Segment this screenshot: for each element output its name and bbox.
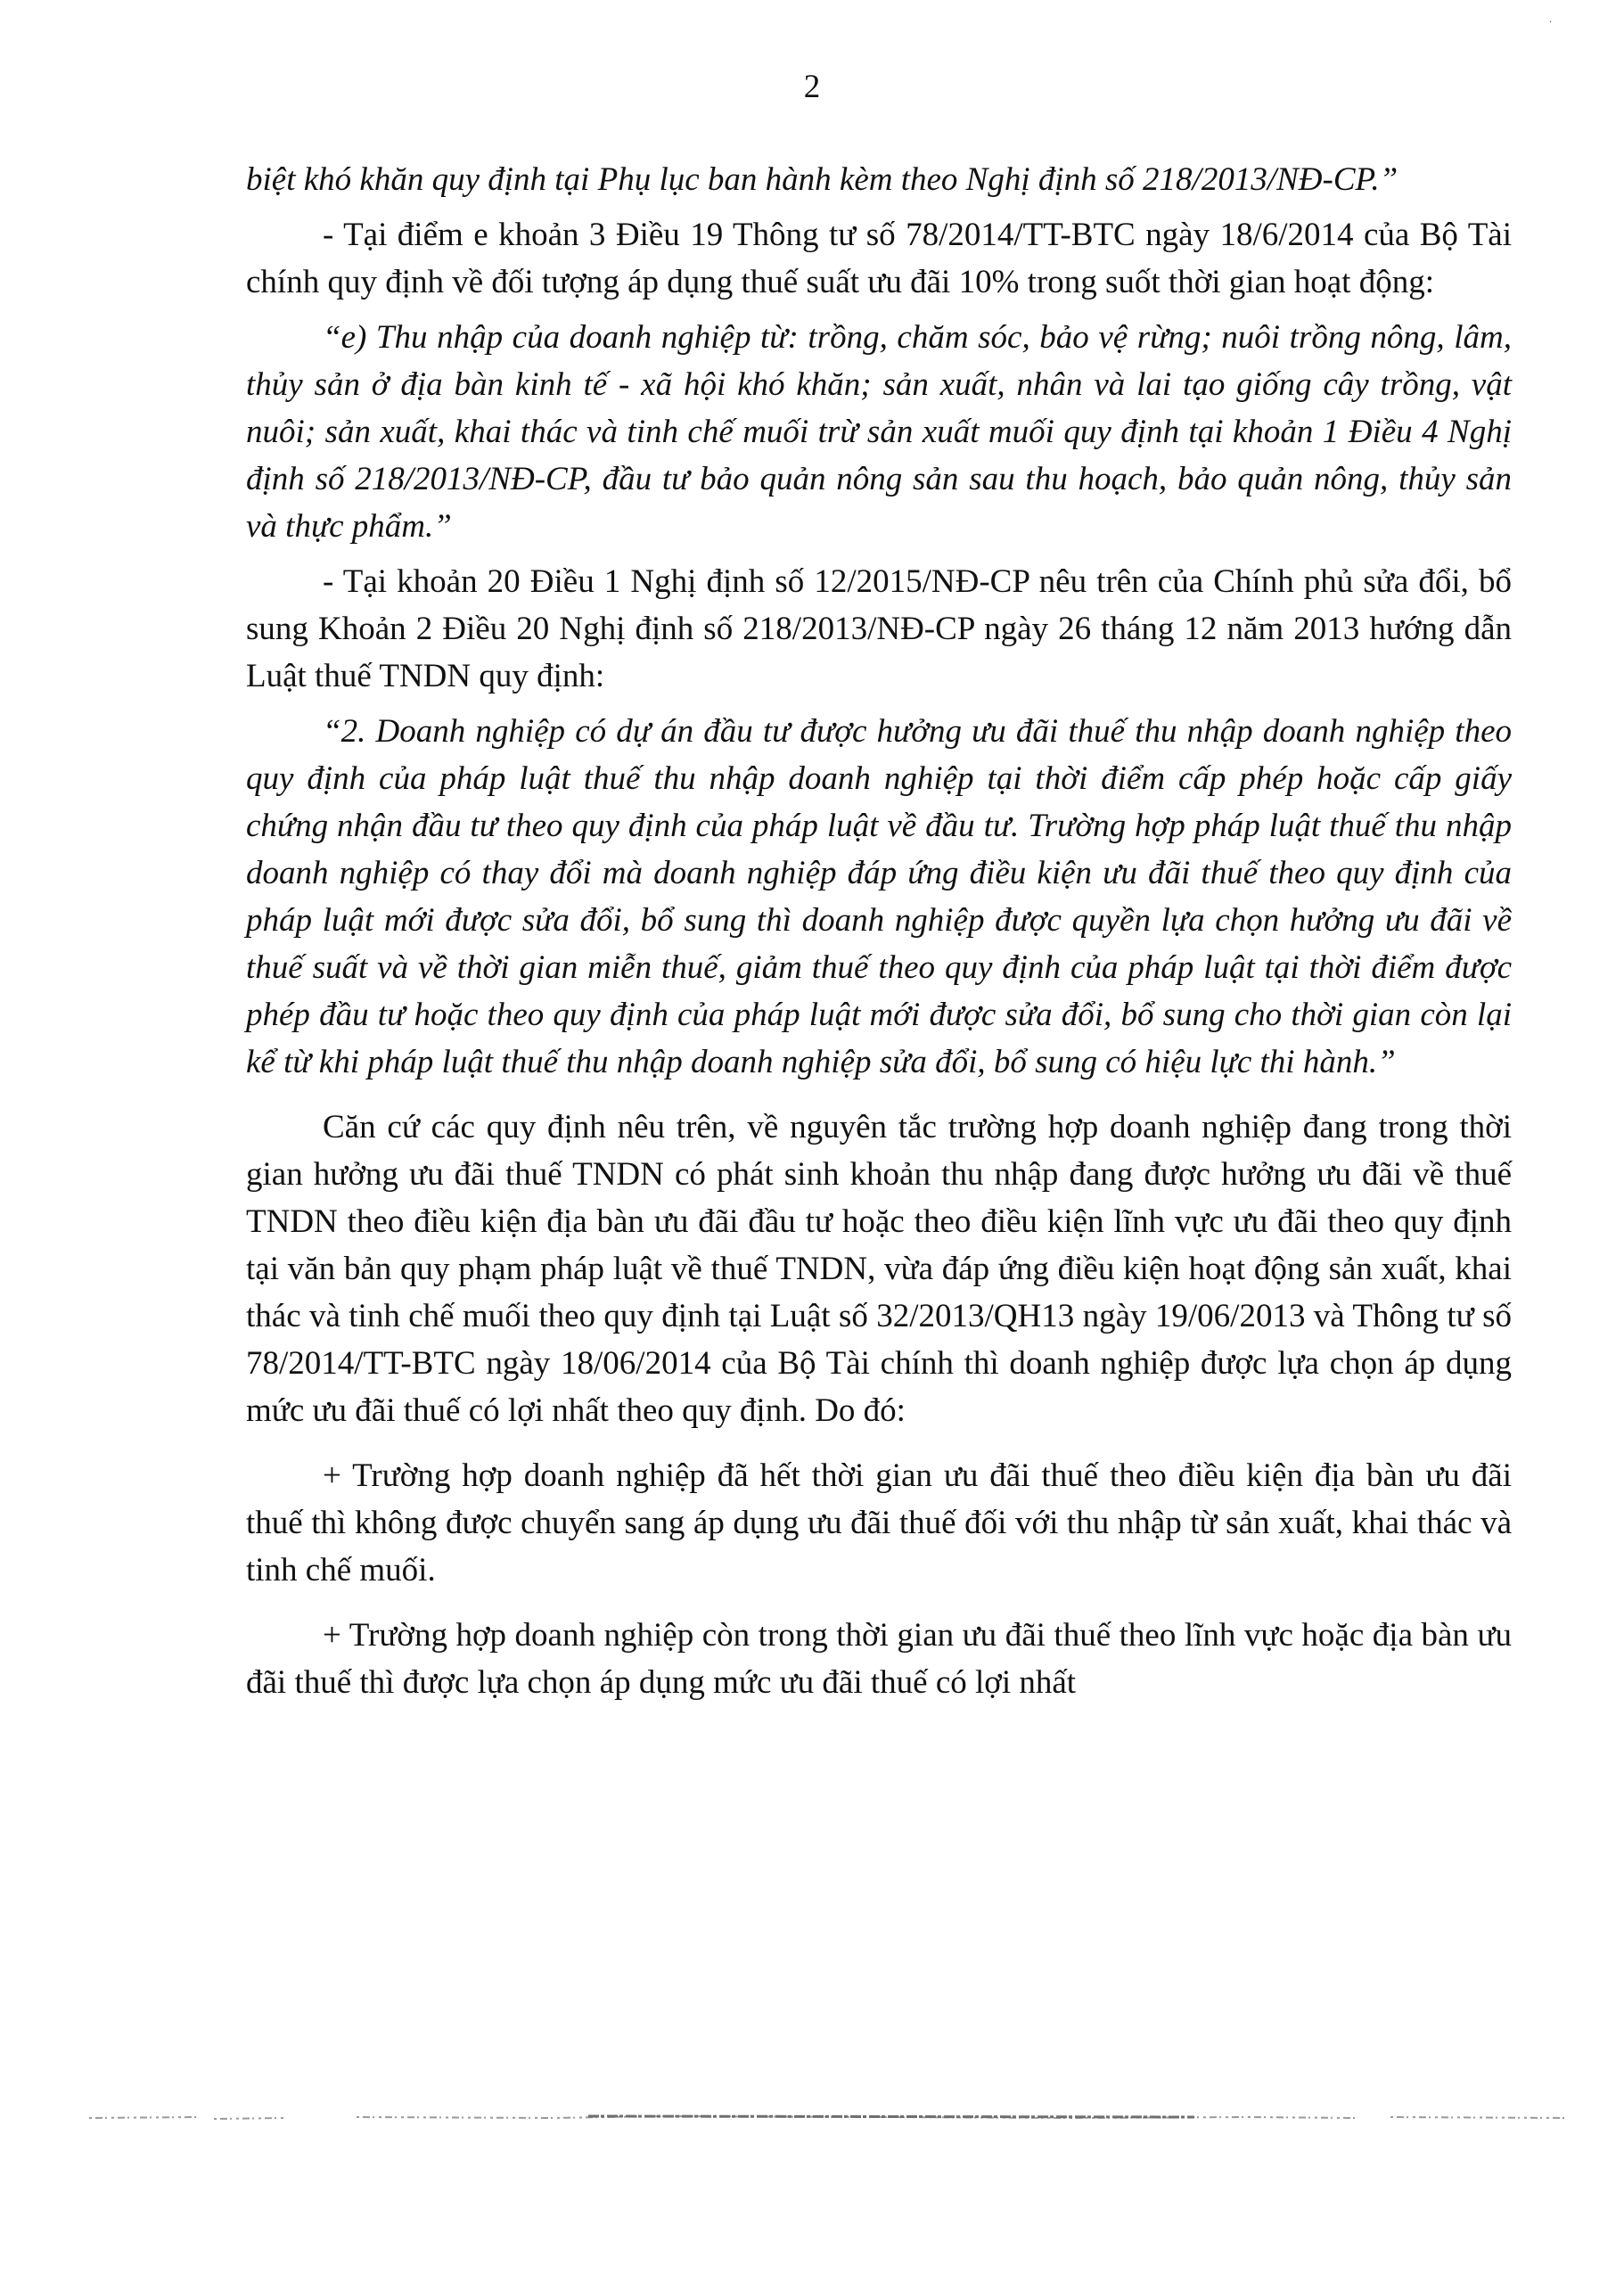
bullet-expired-incentive: + Trường hợp doanh nghiệp đã hết thời gian ưu đãi thuế theo điều kiện địa bàn ưu đãi thuế thì không được chuyển sang áp dụng ưu đãi thuế đối với thu nhập từ sản xuất, khai thác và tinh chế muối. (246, 1457, 1512, 1588)
paragraph-conclusion: Căn cứ các quy định nêu trên, về nguyên tắc trường hợp doanh nghiệp đang trong thời gian hưởng ưu đãi thuế TNDN có phát sinh khoản thu nhập đang được hưởng ưu đãi về thuế TNDN theo điều kiện địa bàn ưu đãi đầu tư hoặc theo điều kiện lĩnh vực ưu đãi theo quy định tại văn bản quy phạm pháp luật về thuế TNDN, vừa đáp ứng điều kiện hoạt động sản xuất, khai thác và tinh chế muối theo quy định tại Luật số 32/2013/QH13 ngày 19/06/2013 và Thông tư số 78/2014/TT-BTC ngày 18/06/2014 của Bộ Tài chính thì doanh nghiệp được lựa chọn áp dụng mức ưu đãi thuế có lợi nhất theo quy định. Do đó: (246, 1109, 1512, 1429)
quote-continuation: biệt khó khăn quy định tại Phụ lục ban hành kèm theo Nghị định số 218/2013/NĐ-CP.” (246, 161, 1398, 198)
quote-item-e: “e) Thu nhập của doanh nghiệp từ: trồng, chăm sóc, bảo vệ rừng; nuôi trồng nông, lâm, thủy sản ở địa bàn kinh tế - xã hội khó khăn; sản xuất, nhân và lai tạo giống cây trồng, vật nuôi; sản xuất, khai thác và tinh chế muối trừ sản xuất muối quy định tại khoản 1 Điều 4 Nghị định số 218/2013/NĐ-CP, đầu tư bảo quản nông sản sau thu hoạch, bảo quản nông, thủy sản và thực phẩm.” (246, 319, 1512, 545)
document-body (246, 156, 1512, 1714)
paragraph-decree-12: - Tại khoản 20 Điều 1 Nghị định số 12/2015/NĐ-CP nêu trên của Chính phủ sửa đổi, bổ sung Khoản 2 Điều 20 Nghị định số 218/2013/NĐ-CP ngày 26 tháng 12 năm 2013 hướng dẫn Luật thuế TNDN quy định: (246, 563, 1512, 694)
bullet-current-incentive: + Trường hợp doanh nghiệp còn trong thời gian ưu đãi thuế theo lĩnh vực hoặc địa bàn ưu đãi thuế thì được lựa chọn áp dụng mức ưu đãi thuế có lợi nhất (246, 1617, 1512, 1701)
quote-item-2: “2. Doanh nghiệp có dự án đầu tư được hưởng ưu đãi thuế thu nhập doanh nghiệp theo quy định của pháp luật thuế thu nhập doanh nghiệp tại thời điểm cấp phép hoặc cấp giấy chứng nhận đầu tư theo quy định của pháp luật về đầu tư. Trường hợp pháp luật thuế thu nhập doanh nghiệp có thay đổi mà doanh nghiệp đáp ứng điều kiện ưu đãi thuế theo quy định của pháp luật mới được sửa đổi, bổ sung thì doanh nghiệp được quyền lựa chọn hưởng ưu đãi về thuế suất và về thời gian miễn thuế, giảm thuế theo quy định của pháp luật tại thời điểm được phép đầu tư hoặc theo quy định của pháp luật mới được sửa đổi, bổ sung cho thời gian còn lại kể từ khi pháp luật thuế thu nhập doanh nghiệp sửa đổi, bổ sung có hiệu lực thi hành.” (246, 713, 1512, 1080)
scan-noise-line (89, 2111, 1569, 2123)
page-number: 2 (803, 69, 821, 105)
paragraph-circular-78: - Tại điểm e khoản 3 Điều 19 Thông tư số 78/2014/TT-BTC ngày 18/6/2014 của Bộ Tài chính quy định về đối tượng áp dụng thuế suất ưu đãi 10% trong suốt thời gian hoạt động: (246, 217, 1512, 300)
scan-corner-mark: . (1549, 12, 1552, 25)
